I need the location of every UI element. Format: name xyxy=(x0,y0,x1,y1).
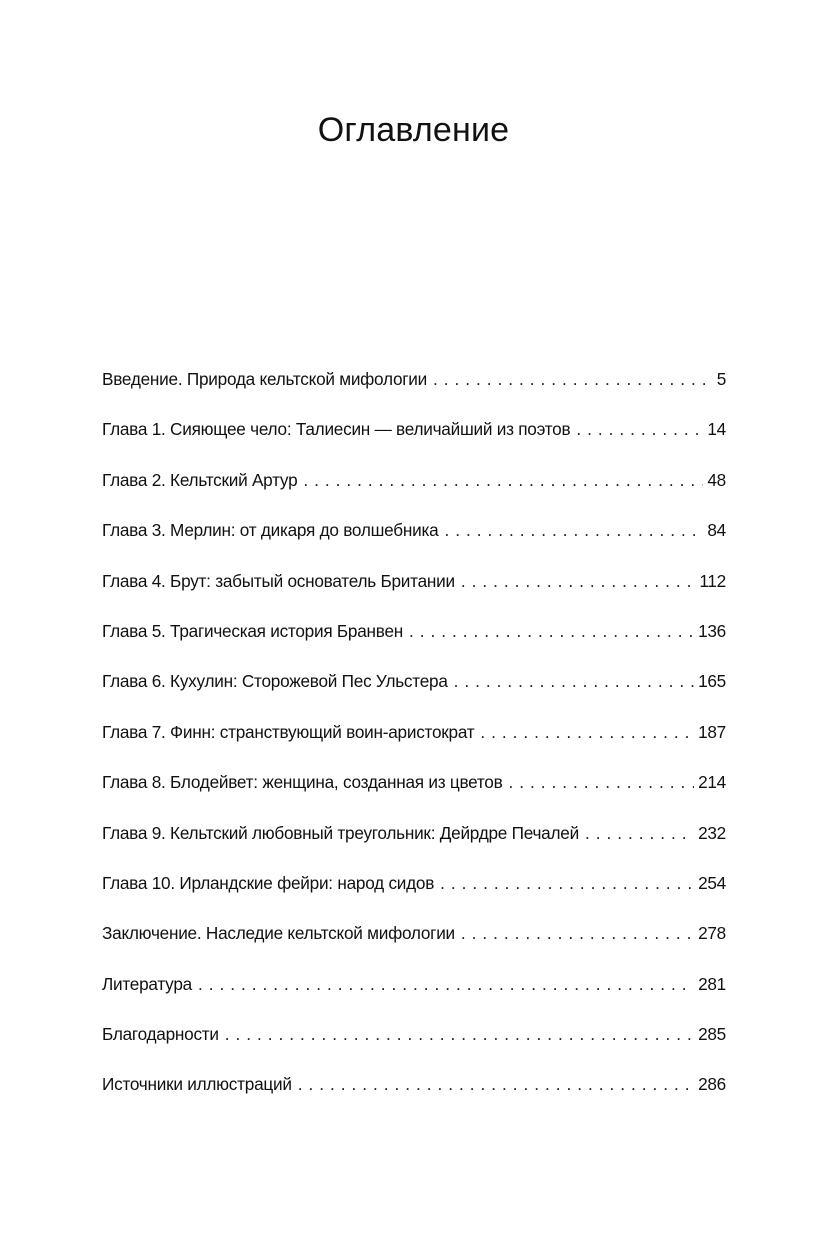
toc-leader-dots xyxy=(440,873,694,894)
toc-entry-page: 286 xyxy=(698,1074,726,1095)
toc-entry xyxy=(102,419,726,469)
toc-entry-page: 214 xyxy=(698,772,726,793)
toc-leader-dots xyxy=(576,419,703,440)
toc-leader-dots xyxy=(444,520,703,541)
toc-leader-dots xyxy=(303,470,703,491)
toc-entry-page: 14 xyxy=(707,419,726,440)
toc-entry xyxy=(102,772,726,822)
toc-leader-dots xyxy=(461,923,694,944)
toc-entry-page: 278 xyxy=(698,923,726,944)
toc-entry-page: 5 xyxy=(716,369,726,389)
toc-entry-title: Введение. Природа кельтской мифологии xyxy=(102,369,427,389)
toc-entry-page: 281 xyxy=(698,973,726,994)
toc-leader-dots xyxy=(461,571,696,592)
toc-leader-dots xyxy=(225,1024,694,1045)
toc-entry-page: 48 xyxy=(707,469,726,490)
toc-entry-page: 136 xyxy=(698,620,726,641)
toc-entry-page: 285 xyxy=(698,1024,726,1045)
toc-leader-dots xyxy=(198,974,694,995)
toc-entry xyxy=(102,923,726,973)
toc-leader-dots xyxy=(433,369,713,390)
page-title: Оглавление xyxy=(317,110,510,149)
toc-entry xyxy=(102,369,726,419)
toc-entry-page: 112 xyxy=(699,570,726,591)
toc-entry xyxy=(102,470,726,520)
toc-entry-title: Глава 7. Финн: странствующий воин-аристократ xyxy=(102,721,475,742)
toc-leader-dots xyxy=(509,772,695,793)
toc-entry xyxy=(102,1024,726,1074)
toc-entry xyxy=(102,571,726,621)
toc-leader-dots xyxy=(409,621,694,642)
toc-entry-page: 84 xyxy=(707,520,726,541)
toc-entry-title: Заключение. Наследие кельтской мифологии xyxy=(102,923,455,944)
toc-entry-title: Литература xyxy=(102,973,192,994)
toc-entry-title: Глава 9. Кельтский любовный треугольник: Дейрдре Печалей xyxy=(102,822,579,843)
toc-entry xyxy=(102,671,726,721)
toc-entry-title: Глава 4. Брут: забытый основатель Британии xyxy=(102,570,455,591)
toc-entry-title: Источники иллюстраций xyxy=(102,1074,292,1095)
toc-entry xyxy=(102,873,726,923)
toc-entry-title: Глава 5. Трагическая история Бранвен xyxy=(102,620,404,641)
toc-entry xyxy=(102,823,726,873)
toc-entry-title: Глава 1. Сияющее чело: Талиесин — величайший из поэтов xyxy=(102,419,571,440)
toc-entry xyxy=(102,621,726,671)
toc-entry xyxy=(102,520,726,570)
toc-entry-page: 232 xyxy=(698,822,726,843)
toc-leader-dots xyxy=(585,823,694,844)
toc-entry-page: 187 xyxy=(698,721,726,742)
toc-leader-dots xyxy=(480,722,694,743)
toc-entry-title: Глава 3. Мерлин: от дикаря до волшебника xyxy=(102,520,439,541)
toc-entry-title: Глава 10. Ирландские фейри: народ сидов xyxy=(102,872,435,893)
toc-entry xyxy=(102,722,726,772)
toc-entry-title: Глава 2. Кельтский Артур xyxy=(102,469,298,490)
toc-entry-title: Благодарности xyxy=(102,1024,219,1045)
toc-entry-title: Глава 8. Блодейвет: женщина, созданная из цветов xyxy=(102,772,503,793)
toc-entry-page: 254 xyxy=(698,872,726,893)
toc-leader-dots xyxy=(454,671,694,692)
toc-leader-dots xyxy=(298,1074,694,1095)
toc-entry xyxy=(102,974,726,1024)
toc-entry-title: Глава 6. Кухулин: Сторожевой Пес Ульстера xyxy=(102,671,448,692)
toc-entry-page: 165 xyxy=(698,671,726,692)
toc-entry xyxy=(102,1074,726,1124)
table-of-contents xyxy=(102,369,726,1125)
